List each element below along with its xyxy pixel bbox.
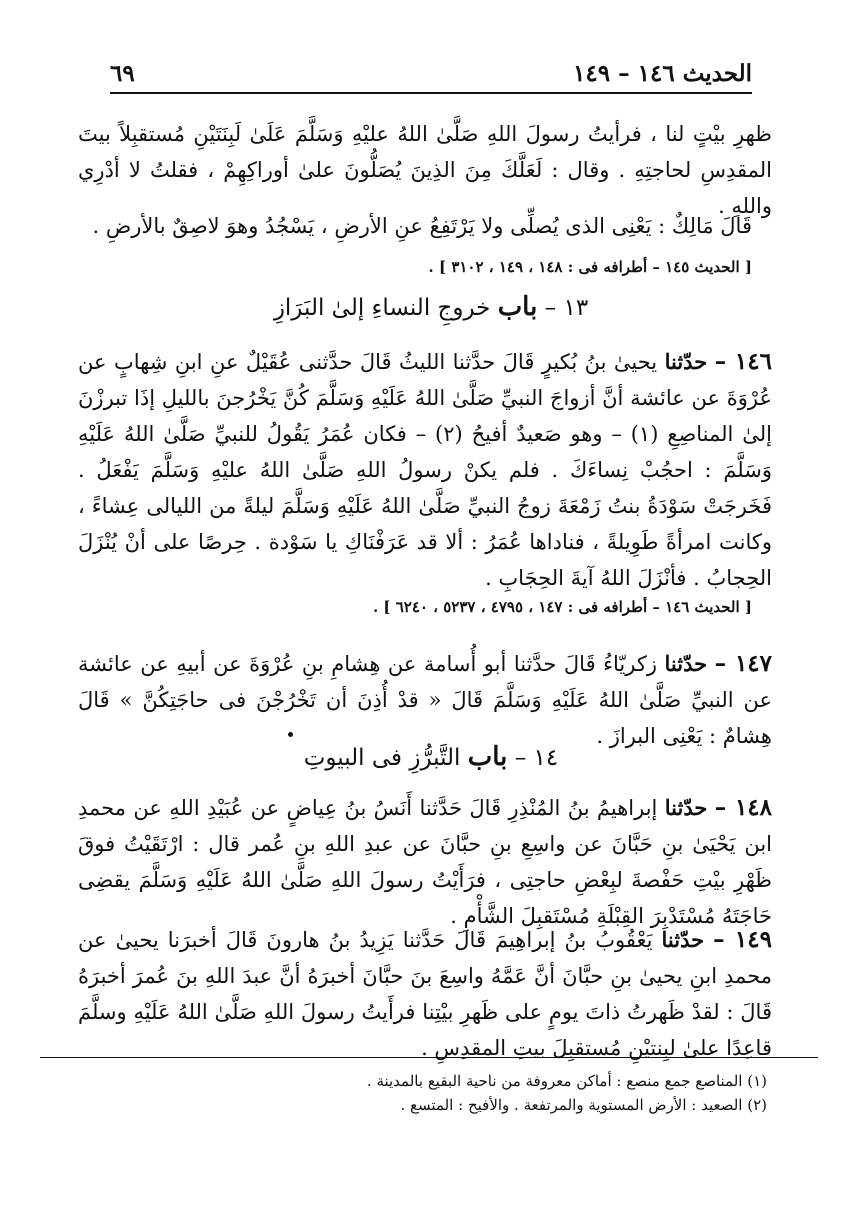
footnote-2: (٢) الصعيد : الأرض المستوية والمرتفعة . والأفيح : المتسع . [400, 1096, 767, 1114]
chapter-title: خروجِ النساءِ إلىٰ البَرَازِ [273, 295, 491, 321]
hadith-146-source: [ الحديث ١٤٦ – أطرافه فى : ١٤٧ ، ٤٧٩٥ ، ٥٢٣٧ ، ٦٢٤٠ ] . [372, 598, 752, 616]
haddathana-label: حدّثنا [664, 651, 708, 676]
hadith-text: إبراهيمُ بنُ المُنْذِرِ قَالَ حَدَّثنا أَنَسُ بنُ عِياضٍ عن عُبَيْدِ اللهِ عن محمدِ ابن يَحْيَىٰ بنِ حَبَّانَ عن واسِعِ بنِ حبَّانَ عن عبدِ اللهِ بنِ عُمر قال : ارْتَقَيْتُ فوقَ ظَهْرِ بيْتِ حَفْصةَ لبِعْضِ حاجتِى ، فرَأَيْتُ رسولَ اللهِ صَلَّىٰ اللهُ عَلَيْهِ وَسَلَّمَ يقضِى حَاجَتَهُ مُسْتَدْبِرَ القِبْلَةِ مُسْتَقبِلَ الشَّأْمِ . [78, 796, 772, 928]
hadith-text: زكريّاءُ قَالَ حدَّثنا أبو أُسامة عن هِشامِ بنِ عُرْوَةَ عن أبيهِ عن عائشة عن النبيِّ صَلَّىٰ اللهُ عَلَيْهِ وَسَلَّمَ قَالَ « قدْ أُذِنَ أن تَخْرُجْنَ فى حاجَتِكُنَّ » قَالَ هِشامٌ : يَعْنِى البرازَ . [78, 652, 772, 748]
chapter-number: ١٣ – [544, 295, 589, 321]
footnote-rule [40, 1057, 818, 1058]
haddathana-label: حدّثنا [661, 927, 705, 952]
hadith-number: ١٤٧ – [714, 650, 772, 677]
running-header [110, 58, 752, 92]
running-title: الحديث ١٤٦ – ١٤٩ [573, 60, 752, 87]
hadith-147 [78, 646, 772, 754]
malik-comment: قَالَ مَالِكٌ : يَعْنِى الذى يُصلِّى ولا يَرْتَفِعُ عنِ الأرضِ ، يَسْجُدُ وهوَ لاصِقٌ بالأرضِ . [92, 214, 752, 238]
footnote-1: (١) المناصع جمع منصع : أماكن معروفة من ناحية البقيع بالمدينة . [366, 1072, 767, 1090]
haddathana-label: حدّثنا [664, 795, 708, 820]
hadith-number: ١٤٩ – [713, 926, 772, 953]
hadith-148 [78, 790, 772, 934]
hadith-145-source: [ الحديث ١٤٥ – أطرافه فى : ١٤٨ ، ١٤٩ ، ٣١٠٢ ] . [428, 258, 752, 276]
hadith-number: ١٤٦ – [714, 348, 772, 375]
opening-paragraph: ظهرِ بيْتٍ لنا ، فرأيتُ رسولَ اللهِ صَلَّىٰ اللهُ عليْهِ وَسَلَّمَ عَلَىٰ لَبِنَتَيْنِ مُستقبِلاً بيتَ المقدِسِ لحاجتِهِ . وقال : لَعَلَّكَ مِنَ الذِينَ يُصَلُّونَ علىٰ أوراكِهِمْ ، فقلتُ لا أدْرِي واللهِ . [78, 122, 772, 218]
hadith-number: ١٤٨ – [714, 794, 773, 821]
chapter-number: ١٤ – [514, 745, 559, 771]
haddathana-label: حدّثنا [664, 349, 708, 374]
header-rule [110, 92, 752, 94]
chapter-14-heading [0, 742, 862, 772]
page-number: ٦٩ [110, 60, 135, 87]
chapter-13-heading [0, 292, 862, 322]
bab-label: باب [467, 742, 508, 772]
hadith-146 [78, 344, 772, 596]
chapter-title: التَّبرُّزِ فى البيوتِ [303, 745, 461, 771]
hadith-text: يَعْقُوبُ بنُ إبراهِيمَ قَالَ حَدَّثنا يَزِيدُ بنُ هارونَ قَالَ أخبرَنا يحيىٰ عن محمدِ ابنِ يحيىٰ بنِ حبَّانَ أنَّ عَمَّهُ واسِعَ بنَ حبَّانَ أخبرَهُ أنَّ عبدَ اللهِ بنَ عُمرَ أخبرَهُ قَالَ : لقدْ ظَهرتُ ذاتَ يومٍ على ظَهرِ بيْتِنا فرأَيتُ رسولَ اللهِ صَلَّىٰ اللهُ عَلَيْهِ وسلَّمَ قاعِدًا علىٰ لبِنتيْنِ مُستقبِلَ بيتِ المقدِسِ . [78, 928, 772, 1060]
bab-label: باب [497, 292, 538, 322]
hadith-149 [78, 922, 772, 1066]
print-speck [288, 732, 293, 737]
hadith-text: يحيىٰ بنُ بُكيرٍ قَالَ حدَّثنا الليثُ قَالَ حدَّثنى عُقَيْلٌ عنِ ابنِ شِهابٍ عن عُرْوَةَ عن عائشة أنَّ أزواجَ النبيِّ صَلَّىٰ اللهُ عَلَيْهِ وَسَلَّمَ كُنَّ يَخْرُجنَ بالليلِ إذَا تبرزْنَ إلىٰ المناصِعِ (١) – وهو صَعيدٌ أفيحُ (٢) – فكان عُمَرُ يَقُولُ للنبيِّ صَلَّىٰ اللهُ عَلَيْهِ وَسَلَّمَ : احجُبْ نِساءَكَ . فلم يكنْ رسولُ اللهِ صَلَّىٰ اللهُ عليْهِ وَسَلَّمَ يَفْعَلُ . فَخَرجَتْ سَوْدَةُ بنتُ زَمْعَةَ زوجُ النبيِّ صَلَّىٰ اللهُ عَلَيْهِ وَسَلَّمَ ليلةً من الليالى عِشاءً ، وكانت امرأةً طَوِيلةً ، فناداها عُمَرُ : ألا قد عَرَفْنَاكِ يا سَوْدة . حِرصًا على أنْ يُنْزَلَ الحِجابُ . فأنْزَلَ اللهُ آيةَ الحِجَابِ . [78, 350, 772, 590]
